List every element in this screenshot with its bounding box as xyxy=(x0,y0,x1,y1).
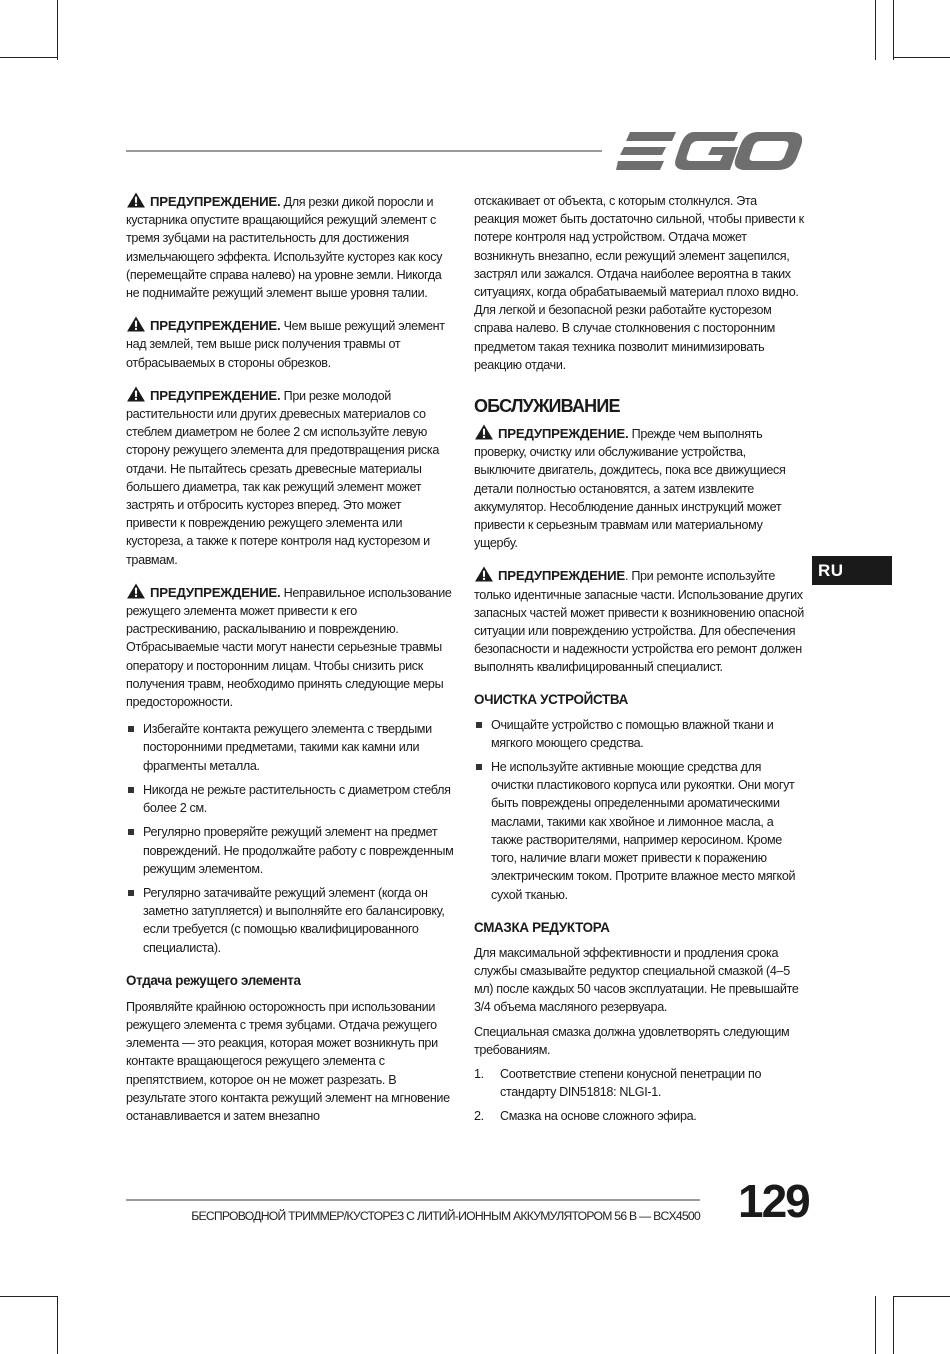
ego-logo xyxy=(616,128,802,174)
requirements-list xyxy=(474,1065,804,1126)
warning-triangle-icon xyxy=(474,566,494,582)
gearbox-paragraph: Для максимальной эффективности и продления срока службы смазывайте редуктор специальной смазкой (4–5 мл) после каждых 50 часов эксплуатации. Не превышайте 3/4 объема масляного резервуара. xyxy=(474,945,799,1015)
footer-rule xyxy=(126,1199,700,1201)
crop-mark xyxy=(875,0,876,60)
list-item: 2. Смазка на основе сложного эфира. xyxy=(474,1109,697,1124)
kickback-heading: Отдача режущего элемента xyxy=(126,972,301,988)
warning-text: При резке молодой растительности или других древесных материалов со стеблем диаметром не более 2 см используйте левую сторону режущего элемента для предотвращения риска отдачи. Не пытайтесь срезать древесные материалы большего диаметра, так как режущий элемент может застрять и отбросить кусторез вперед. Это может привести к повреждению режущего элемента или кустореза, а также к потере контроля над кусторезом и травмам. xyxy=(126,388,439,567)
footer-product-title: БЕСПРОВОДНОЙ ТРИММЕР/КУСТОРЕЗ С ЛИТИЙ-ИОННЫМ АККУМУЛЯТОРОМ 56 В — BCX4500 xyxy=(191,1209,700,1223)
list-item: Регулярно проверяйте режущий элемент на предмет повреждений. Не продолжайте работу с поврежденным режущим элементом. xyxy=(126,823,454,878)
list-item: Очищайте устройство с помощью влажной ткани и мягкого моющего средства. xyxy=(474,716,804,752)
warning-triangle-icon xyxy=(126,192,146,208)
warning-paragraph xyxy=(126,583,454,711)
header-rule xyxy=(126,150,602,152)
precautions-list xyxy=(126,720,454,956)
warning-text: Прежде чем выполнять проверку, очистку или обслуживание устройства, выключите двигатель, дождитесь, пока все движущиеся детали полностью остановятся, а затем извлеките аккумулятор. Несоблюдение данных инструкций может привести к серьезным травмам или материальному ущербу. xyxy=(474,427,786,551)
list-item: 1. Соответствие степени конусной пенетрации по стандарту DIN51818: NLGI-1. xyxy=(474,1066,762,1100)
page-number: 129 xyxy=(738,1175,809,1227)
cleaning-heading: ОЧИСТКА УСТРОЙСТВА xyxy=(474,691,628,707)
crop-mark xyxy=(893,1296,950,1297)
crop-mark xyxy=(893,1296,894,1354)
square-bullet-icon xyxy=(128,829,134,835)
warning-title: ПРЕДУПРЕЖДЕНИЕ. xyxy=(150,584,281,600)
kickback-paragraph: Проявляйте крайнюю осторожность при использовании режущего элемента с тремя зубцами. Отдача режущего элемента — это реакция, которая может возникнуть при контакте вращающегося режущего элемента с препятствием, которое он не может разрезать. В результате этого контакта режущий элемент на мгновение останавливается и затем внезапно xyxy=(126,999,450,1123)
warning-paragraph xyxy=(474,566,804,676)
warning-triangle-icon xyxy=(126,386,146,402)
square-bullet-icon xyxy=(476,764,482,770)
crop-mark xyxy=(893,57,950,58)
left-column xyxy=(126,192,454,1125)
maintenance-heading: ОБСЛУЖИВАНИЕ xyxy=(474,396,620,417)
square-bullet-icon xyxy=(128,890,134,896)
crop-mark xyxy=(875,1296,876,1354)
warning-triangle-icon xyxy=(126,316,146,332)
warning-text: Для резки дикой поросли и кустарника опустите вращающийся режущий элемент с тремя зубцами на растительность для достижения измельчающего эффекта. Используйте кусторез как косу (перемещайте справа налево) на уровне земли. Никогда не поднимайте режущий элемент выше уровня талии. xyxy=(126,195,443,301)
warning-paragraph xyxy=(126,386,454,569)
logo-letter-e xyxy=(616,132,676,170)
logo-letter-g xyxy=(675,132,738,170)
warning-title: ПРЕДУПРЕЖДЕНИЕ. xyxy=(498,426,629,442)
square-bullet-icon xyxy=(128,726,134,732)
warning-triangle-icon xyxy=(126,583,146,599)
crop-mark xyxy=(0,1296,57,1297)
warning-paragraph xyxy=(474,424,804,552)
list-item: Никогда не режьте растительность с диаметром стебля более 2 см. xyxy=(126,781,454,817)
right-column xyxy=(474,192,804,1132)
cleaning-list xyxy=(474,716,804,904)
warning-text: Чем выше режущий элемент над землей, тем выше риск получения травмы от отбрасываемых в стороны обрезков. xyxy=(126,319,445,370)
crop-mark xyxy=(57,1296,58,1354)
warning-title: ПРЕДУПРЕЖДЕНИЕ. xyxy=(150,318,281,334)
logo-letter-o xyxy=(735,132,802,170)
kickback-continued-paragraph: отскакивает от объекта, с которым столкнулся. Эта реакция может быть достаточно сильной, чтобы привести к потере контроля над устройством. Отдача может возникнуть внезапно, если режущий элемент зацепился, застрял или зажался. Отдача наиболее вероятна в таких ситуациях, когда обрабатываемый материал плохо видно. Для легкой и безопасной резки работайте кусторезом справа налево. В случае столкновения с посторонним предметом такая техника позволит минимизировать реакцию отдачи. xyxy=(474,194,804,372)
crop-mark xyxy=(893,0,894,60)
warning-title: ПРЕДУПРЕЖДЕНИЕ. xyxy=(150,387,281,403)
crop-mark xyxy=(57,0,58,60)
gearbox-heading: СМАЗКА РЕДУКТОРА xyxy=(474,919,610,935)
warning-text: Неправильное использование режущего элемента может привести к его растрескиванию, раскалыванию и повреждению. Отбрасываемые части могут нанести серьезные травмы оператору и посторонним лицам. Чтобы снизить риск получения травм, необходимо принять следующие меры предосторожности. xyxy=(126,585,452,710)
warning-text: . При ремонте используйте только идентичные запасные части. Использование других запасных частей может привести к возникновению опасной ситуации или повреждению устройства. Для обеспечения безопасности и надежности устройства его ремонт должен выполнять квалифицированный специалист. xyxy=(474,569,804,675)
warning-triangle-icon xyxy=(474,424,494,440)
warning-paragraph xyxy=(126,316,454,372)
crop-mark xyxy=(0,57,57,58)
list-item: Избегайте контакта режущего элемента с твердыми посторонними предметами, такими как камни или фрагменты металла. xyxy=(126,720,454,775)
square-bullet-icon xyxy=(476,722,482,728)
square-bullet-icon xyxy=(128,787,134,793)
language-tab: RU xyxy=(812,556,892,585)
warning-title: ПРЕДУПРЕЖДЕНИЕ. xyxy=(150,194,281,209)
list-item: Регулярно затачивайте режущий элемент (когда он заметно затупляется) и выполняйте его балансировку, если требуется (с помощью квалифицированного специалиста). xyxy=(126,884,454,957)
warning-title: ПРЕДУПРЕЖДЕНИЕ xyxy=(498,568,626,584)
lubricant-intro: Специальная смазка должна удовлетворять следующим требованиям. xyxy=(474,1024,790,1057)
list-item: Не используйте активные моющие средства для очистки пластикового корпуса или рукоятки. Они могут быть повреждены определенными ароматическими маслами, такими как хвойное и лимонное масла, а также растворителями, например керосином. Кроме того, наличие влаги может привести к поражению электрическим током. Протрите влажное место мягкой сухой тканью. xyxy=(474,758,804,904)
warning-paragraph xyxy=(126,192,454,302)
